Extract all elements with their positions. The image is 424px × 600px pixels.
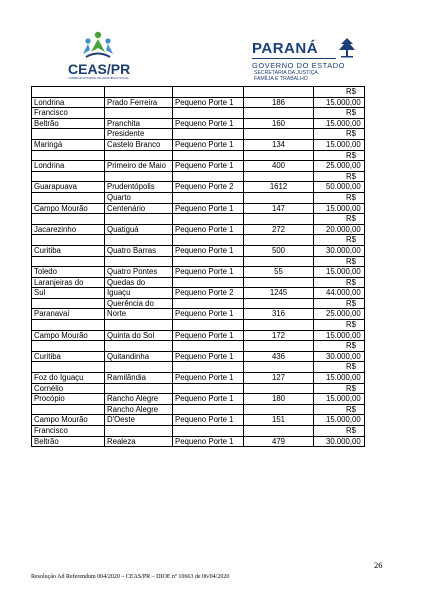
region-line1	[32, 171, 105, 182]
porte-empty	[173, 192, 244, 203]
currency-label: R$	[314, 87, 365, 98]
region-line1	[32, 256, 105, 267]
population-empty	[244, 320, 314, 331]
municipality-line2: Prado Ferreira	[105, 97, 173, 108]
porte-empty	[173, 256, 244, 267]
value-cell: 30.000,00	[314, 436, 365, 447]
municipality-line1	[105, 87, 173, 98]
region-line1	[32, 214, 105, 225]
currency-label: R$	[314, 404, 365, 415]
table-row	[32, 245, 365, 256]
municipality-funding-table	[31, 86, 365, 447]
municipality-line1	[105, 214, 173, 225]
population-cell: 479	[244, 436, 314, 447]
population-cell: 400	[244, 161, 314, 172]
population-empty	[244, 341, 314, 352]
currency-label: R$	[314, 171, 365, 182]
population-cell: 55	[244, 267, 314, 278]
municipality-line2: Ramilândia	[105, 373, 173, 384]
population-empty	[244, 150, 314, 161]
parana-logo-secretariat-line2: FAMÍLIA E TRABALHO	[254, 75, 308, 82]
region-line1	[32, 87, 105, 98]
porte-cell: Pequeno Porte 2	[173, 288, 244, 299]
municipality-line2: D'Oeste	[105, 415, 173, 426]
region-line1	[32, 298, 105, 309]
municipality-line2: Norte	[105, 309, 173, 320]
parana-pine-emblem-icon	[338, 36, 356, 58]
population-empty	[244, 362, 314, 373]
municipality-line2: Castelo Branco	[105, 139, 173, 150]
porte-empty	[173, 171, 244, 182]
porte-empty	[173, 362, 244, 373]
porte-empty	[173, 235, 244, 246]
parana-logo-divider	[252, 58, 336, 59]
region-line2: Beltrão	[32, 118, 105, 129]
region-line1: Francisco	[32, 108, 105, 119]
region-line1	[32, 341, 105, 352]
population-empty	[244, 426, 314, 437]
municipality-line1: Rancho Alegre	[105, 404, 173, 415]
region-line2: Londrina	[32, 161, 105, 172]
population-empty	[244, 277, 314, 288]
municipality-line2: Pranchita	[105, 118, 173, 129]
municipality-line2: Centenário	[105, 203, 173, 214]
parana-logo-secretariat	[254, 71, 319, 82]
region-line2: Curitiba	[32, 351, 105, 362]
municipality-line1	[105, 235, 173, 246]
region-line2: Guarapuava	[32, 182, 105, 193]
region-line1	[32, 192, 105, 203]
population-cell: 180	[244, 394, 314, 405]
municipality-line2: Quatro Barras	[105, 245, 173, 256]
parana-logo-secretariat-line1: SECRETARIA DA JUSTIÇA,	[254, 70, 320, 76]
table-row	[32, 214, 365, 225]
porte-cell: Pequeno Porte 1	[173, 394, 244, 405]
porte-empty	[173, 214, 244, 225]
currency-label: R$	[314, 362, 365, 373]
population-cell: 134	[244, 139, 314, 150]
porte-cell: Pequeno Porte 1	[173, 139, 244, 150]
porte-empty	[173, 426, 244, 437]
table-row	[32, 87, 365, 98]
region-line2: Curitiba	[32, 245, 105, 256]
ceas-emblem-icon	[82, 30, 114, 60]
value-cell: 25.000,00	[314, 161, 365, 172]
value-cell: 15.000,00	[314, 394, 365, 405]
table-row	[32, 383, 365, 394]
municipality-line2: Quitandinha	[105, 351, 173, 362]
municipality-line2: Quinta do Sol	[105, 330, 173, 341]
porte-cell: Pequeno Porte 1	[173, 224, 244, 235]
population-cell: 160	[244, 118, 314, 129]
region-line2: Campo Mourão	[32, 415, 105, 426]
region-line2: Beltrão	[32, 436, 105, 447]
porte-cell: Pequeno Porte 1	[173, 415, 244, 426]
value-cell: 15.000,00	[314, 97, 365, 108]
table-row	[32, 436, 365, 447]
population-empty	[244, 129, 314, 140]
population-cell: 151	[244, 415, 314, 426]
population-empty	[244, 298, 314, 309]
region-line1	[32, 150, 105, 161]
population-empty	[244, 171, 314, 182]
municipality-line1	[105, 362, 173, 373]
currency-label: R$	[314, 150, 365, 161]
table-row	[32, 171, 365, 182]
table-row	[32, 362, 365, 373]
region-line1	[32, 362, 105, 373]
municipality-line2: Iguaçu	[105, 288, 173, 299]
municipality-line1	[105, 108, 173, 119]
region-line2: Foz do Iguaçu	[32, 373, 105, 384]
porte-cell: Pequeno Porte 1	[173, 161, 244, 172]
municipality-line1	[105, 426, 173, 437]
value-cell: 15.000,00	[314, 139, 365, 150]
value-cell: 44.000,00	[314, 288, 365, 299]
municipality-line1: Presidente	[105, 129, 173, 140]
porte-cell: Pequeno Porte 2	[173, 182, 244, 193]
population-cell: 147	[244, 203, 314, 214]
region-line1	[32, 235, 105, 246]
municipality-line1: Quarto	[105, 192, 173, 203]
currency-label: R$	[314, 192, 365, 203]
table-row	[32, 298, 365, 309]
table-row	[32, 394, 365, 405]
currency-label: R$	[314, 214, 365, 225]
porte-empty	[173, 150, 244, 161]
municipality-line2: Realeza	[105, 436, 173, 447]
footer-citation: Resolução Ad Referendum 004/2020 – CEAS/PR – DIOE nº 10663 de 06/04/2020	[31, 574, 230, 580]
population-cell: 186	[244, 97, 314, 108]
porte-empty	[173, 129, 244, 140]
region-line2: Jacarezinho	[32, 224, 105, 235]
porte-cell: Pequeno Porte 1	[173, 351, 244, 362]
currency-label: R$	[314, 108, 365, 119]
municipality-line2: Quatro Pontes	[105, 267, 173, 278]
population-empty	[244, 108, 314, 119]
parana-logo-name: PARANÁ	[252, 40, 319, 57]
currency-label: R$	[314, 256, 365, 267]
region-line1: Laranjeiras do	[32, 277, 105, 288]
table-row	[32, 267, 365, 278]
region-line2: Procópio	[32, 394, 105, 405]
population-cell: 1245	[244, 288, 314, 299]
region-line2: Sul	[32, 288, 105, 299]
table-row	[32, 139, 365, 150]
porte-empty	[173, 320, 244, 331]
table-row	[32, 341, 365, 352]
value-cell: 50.000,00	[314, 182, 365, 193]
ceas-logo	[68, 30, 131, 86]
parana-logo-government: GOVERNO DO ESTADO	[252, 61, 346, 70]
region-line1	[32, 129, 105, 140]
porte-cell: Pequeno Porte 1	[173, 118, 244, 129]
porte-cell: Pequeno Porte 1	[173, 373, 244, 384]
value-cell: 15.000,00	[314, 118, 365, 129]
population-cell: 172	[244, 330, 314, 341]
municipality-line2: Primeiro de Maio	[105, 161, 173, 172]
population-cell: 316	[244, 309, 314, 320]
porte-empty	[173, 108, 244, 119]
table-row	[32, 150, 365, 161]
value-cell: 25.000,00	[314, 309, 365, 320]
table-row	[32, 351, 365, 362]
municipality-line1: Querência do	[105, 298, 173, 309]
value-cell: 30.000,00	[314, 245, 365, 256]
ceas-logo-subtitle: CONSELHO ESTADUAL DE ASSISTÊNCIA SOCIAL	[68, 77, 129, 80]
table-row	[32, 309, 365, 320]
municipality-line1	[105, 320, 173, 331]
population-empty	[244, 192, 314, 203]
table-row	[32, 235, 365, 246]
table-row	[32, 182, 365, 193]
population-cell: 500	[244, 245, 314, 256]
porte-cell: Pequeno Porte 1	[173, 267, 244, 278]
currency-label: R$	[314, 383, 365, 394]
porte-cell: Pequeno Porte 1	[173, 97, 244, 108]
porte-empty	[173, 298, 244, 309]
table-row	[32, 256, 365, 267]
porte-cell: Pequeno Porte 1	[173, 309, 244, 320]
porte-empty	[173, 404, 244, 415]
municipality-line1	[105, 341, 173, 352]
population-empty	[244, 235, 314, 246]
table-row	[32, 129, 365, 140]
value-cell: 15.000,00	[314, 373, 365, 384]
municipality-line2: Prudentópolis	[105, 182, 173, 193]
page-number: 26	[374, 560, 383, 570]
page-header	[0, 0, 424, 86]
table-row	[32, 108, 365, 119]
currency-label: R$	[314, 235, 365, 246]
population-cell: 1612	[244, 182, 314, 193]
porte-empty	[173, 383, 244, 394]
municipality-line2: Quatiguá	[105, 224, 173, 235]
table-row	[32, 118, 365, 129]
value-cell: 30.000,00	[314, 351, 365, 362]
population-cell: 127	[244, 373, 314, 384]
porte-cell: Pequeno Porte 1	[173, 330, 244, 341]
porte-cell: Pequeno Porte 1	[173, 203, 244, 214]
table-row	[32, 415, 365, 426]
value-cell: 20.000,00	[314, 224, 365, 235]
municipality-line1	[105, 171, 173, 182]
porte-empty	[173, 87, 244, 98]
region-line1: Cornélio	[32, 383, 105, 394]
table-row	[32, 330, 365, 341]
table-row	[32, 373, 365, 384]
table-row	[32, 404, 365, 415]
value-cell: 15.000,00	[314, 330, 365, 341]
municipality-line1	[105, 383, 173, 394]
table-row	[32, 192, 365, 203]
currency-label: R$	[314, 320, 365, 331]
population-empty	[244, 214, 314, 225]
municipality-line2: Rancho Alegre	[105, 394, 173, 405]
currency-label: R$	[314, 341, 365, 352]
municipality-line1: Quedas do	[105, 277, 173, 288]
value-cell: 15.000,00	[314, 203, 365, 214]
population-cell: 272	[244, 224, 314, 235]
region-line1	[32, 320, 105, 331]
municipality-line1	[105, 256, 173, 267]
municipality-line1	[105, 150, 173, 161]
table-row	[32, 161, 365, 172]
porte-cell: Pequeno Porte 1	[173, 245, 244, 256]
table-row	[32, 288, 365, 299]
currency-label: R$	[314, 298, 365, 309]
table-row	[32, 426, 365, 437]
population-empty	[244, 87, 314, 98]
porte-cell: Pequeno Porte 1	[173, 436, 244, 447]
table-row	[32, 203, 365, 214]
population-empty	[244, 256, 314, 267]
table-body	[32, 87, 365, 447]
region-line2: Londrina	[32, 97, 105, 108]
region-line1	[32, 404, 105, 415]
porte-empty	[173, 341, 244, 352]
population-empty	[244, 383, 314, 394]
table-row	[32, 320, 365, 331]
ceas-logo-name: CEAS/PR	[68, 61, 131, 77]
table-row	[32, 97, 365, 108]
table-row	[32, 224, 365, 235]
region-line1: Francisco	[32, 426, 105, 437]
currency-label: R$	[314, 277, 365, 288]
currency-label: R$	[314, 426, 365, 437]
region-line2: Maringá	[32, 139, 105, 150]
table-row	[32, 277, 365, 288]
currency-label: R$	[314, 129, 365, 140]
region-line2: Campo Mourão	[32, 330, 105, 341]
population-empty	[244, 404, 314, 415]
region-line2: Toledo	[32, 267, 105, 278]
region-line2: Paranavaí	[32, 309, 105, 320]
region-line2: Campo Mourão	[32, 203, 105, 214]
population-cell: 436	[244, 351, 314, 362]
value-cell: 15.000,00	[314, 267, 365, 278]
value-cell: 15.000,00	[314, 415, 365, 426]
porte-empty	[173, 277, 244, 288]
parana-government-logo	[252, 36, 360, 86]
